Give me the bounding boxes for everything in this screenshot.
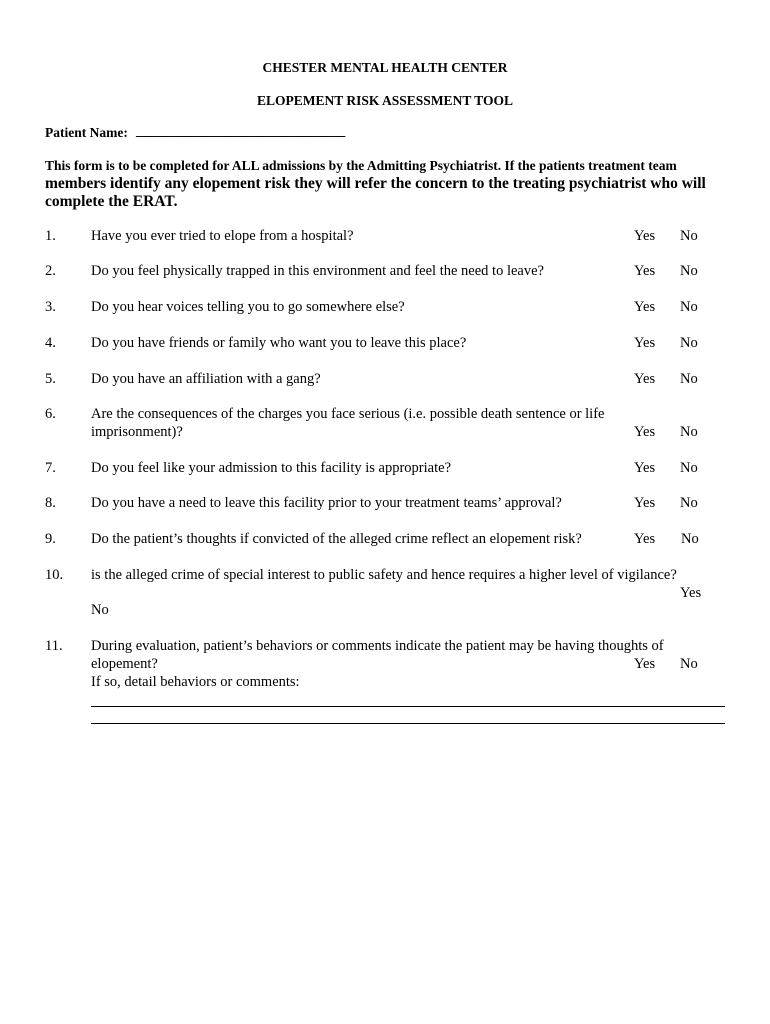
no-option[interactable]: No bbox=[680, 495, 698, 511]
question-text-continued: imprisonment)? bbox=[91, 424, 183, 440]
no-option[interactable]: No bbox=[680, 460, 698, 476]
question-number: 3. bbox=[45, 299, 56, 315]
yes-option[interactable]: Yes bbox=[634, 335, 656, 351]
question-text: During evaluation, patient’s behaviors or comments indicate the patient may be having thoughts of bbox=[91, 638, 664, 654]
no-option[interactable]: No bbox=[680, 335, 698, 351]
question-number: 7. bbox=[45, 460, 56, 476]
no-option[interactable]: No bbox=[680, 371, 698, 387]
instructions-line-3: complete the ERAT. bbox=[45, 193, 178, 210]
question-number: 8. bbox=[45, 495, 56, 511]
detail-prompt: If so, detail behaviors or comments: bbox=[91, 674, 300, 690]
organization-title: CHESTER MENTAL HEALTH CENTER bbox=[262, 60, 508, 75]
question-text: Have you ever tried to elope from a hospital? bbox=[91, 228, 354, 244]
yes-option[interactable]: Yes bbox=[634, 495, 656, 511]
question-text-continued: elopement? bbox=[91, 656, 158, 672]
no-option[interactable]: No bbox=[91, 602, 109, 618]
yes-option[interactable]: Yes bbox=[634, 656, 656, 672]
question-number: 4. bbox=[45, 335, 56, 351]
question-text: Do you feel physically trapped in this environment and feel the need to leave? bbox=[91, 263, 544, 279]
yes-option[interactable]: Yes bbox=[634, 299, 656, 315]
patient-name-label: Patient Name: bbox=[45, 125, 128, 140]
instructions-line-1: This form is to be completed for ALL admissions by the Admitting Psychiatrist. If the patients treatment team bbox=[45, 158, 677, 173]
instructions-line-2: members identify any elopement risk they will refer the concern to the treating psychiatrist who will bbox=[45, 175, 706, 192]
question-number: 1. bbox=[45, 228, 56, 244]
question-number: 2. bbox=[45, 263, 56, 279]
no-option[interactable]: No bbox=[680, 656, 698, 672]
question-number: 9. bbox=[45, 531, 56, 547]
yes-option[interactable]: Yes bbox=[634, 371, 656, 387]
question-text: Do you have a need to leave this facility prior to your treatment teams’ approval? bbox=[91, 495, 562, 511]
no-option[interactable]: No bbox=[680, 299, 698, 315]
yes-option[interactable]: Yes bbox=[634, 263, 656, 279]
question-text: Are the consequences of the charges you face serious (i.e. possible death sentence or life bbox=[91, 406, 605, 422]
question-text: is the alleged crime of special interest to public safety and hence requires a higher level of vigilance? bbox=[91, 567, 677, 583]
question-number: 10. bbox=[45, 567, 64, 583]
patient-name-field[interactable]: _______________________________ bbox=[136, 123, 346, 138]
comment-line[interactable] bbox=[91, 706, 725, 707]
yes-option[interactable]: Yes bbox=[634, 228, 656, 244]
yes-option[interactable]: Yes bbox=[634, 531, 656, 547]
yes-option[interactable]: Yes bbox=[634, 424, 656, 440]
no-option[interactable]: No bbox=[681, 531, 699, 547]
no-option[interactable]: No bbox=[680, 424, 698, 440]
question-number: 6. bbox=[45, 406, 56, 422]
question-text: Do the patient’s thoughts if convicted of the alleged crime reflect an elopement risk? bbox=[91, 531, 582, 547]
question-text: Do you have friends or family who want you to leave this place? bbox=[91, 335, 467, 351]
question-text: Do you feel like your admission to this facility is appropriate? bbox=[91, 460, 452, 476]
comment-line[interactable] bbox=[91, 723, 725, 724]
question-number: 11. bbox=[45, 638, 63, 654]
question-text: Do you hear voices telling you to go somewhere else? bbox=[91, 299, 405, 315]
yes-option[interactable]: Yes bbox=[634, 460, 656, 476]
no-option[interactable]: No bbox=[680, 263, 698, 279]
form-title: ELOPEMENT RISK ASSESSMENT TOOL bbox=[257, 93, 513, 108]
no-option[interactable]: No bbox=[680, 228, 698, 244]
yes-option[interactable]: Yes bbox=[680, 585, 702, 601]
question-text: Do you have an affiliation with a gang? bbox=[91, 371, 321, 387]
question-number: 5. bbox=[45, 371, 56, 387]
